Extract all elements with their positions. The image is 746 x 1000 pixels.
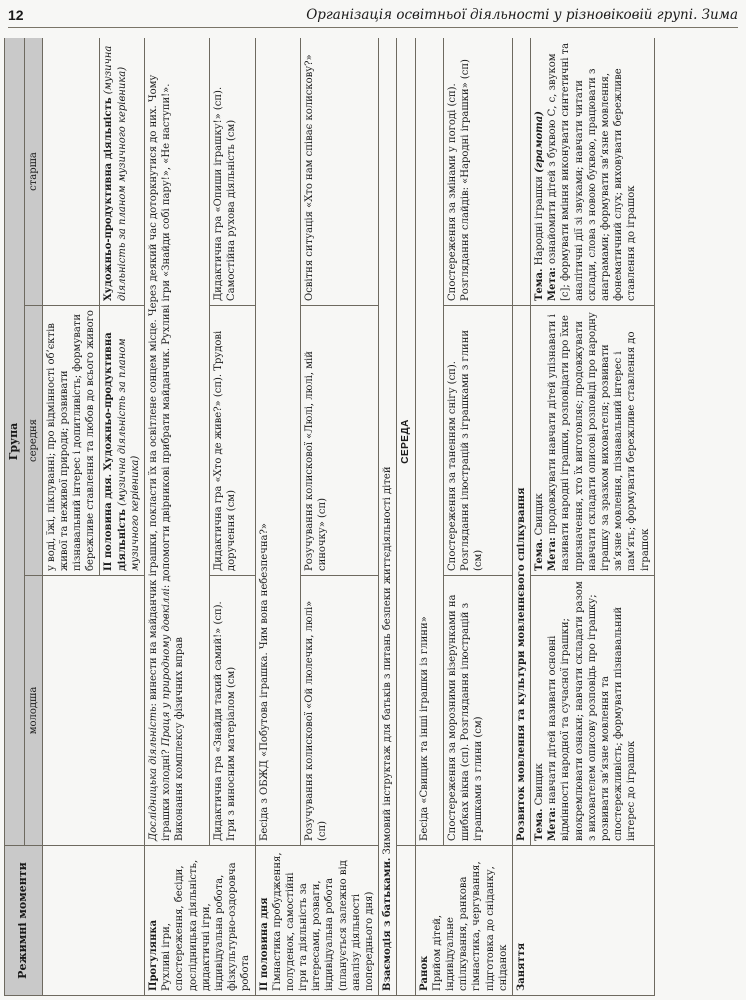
cell-morning-label [415, 846, 512, 996]
cell-middle-art [100, 306, 145, 576]
theme-text: Свищик [534, 493, 546, 539]
header-senior: старша [24, 38, 42, 306]
table-row-morning [415, 38, 443, 996]
walk-desc: Рухливі ігри, спостереження, бесіди, дослідницька діяльність, дидактичні ігри, індивідуальна робота, фізкультурно-оздоровча робота [161, 859, 252, 991]
cell-classes-middle [531, 306, 655, 576]
cell-empty [42, 38, 100, 306]
walk-label: Прогулянка [148, 919, 160, 991]
goal-label: Мета: [547, 807, 559, 841]
cell-parents [379, 38, 397, 996]
morning-desc: Прийом дітей, індивідуальне спілкування, ранкова гімнастика, чергування, підготовка до сніданку, сніданок [431, 861, 509, 991]
theme-text: Народні іграшки [534, 172, 546, 269]
cell-classes-label: Заняття [512, 846, 654, 996]
running-title: Організація освітньої діяльності у різновіковій групі. Зима [306, 7, 738, 23]
goal-label: Мета: [547, 537, 559, 571]
art-title: Художньо-продуктивна діяльність [103, 97, 115, 301]
walk-work-label: Праця у природному довкіллі [161, 588, 173, 747]
cell-classes-young [531, 576, 655, 846]
goal-text: ознайомити дітей з буквою С, с, звуком [с]; формувати вміння виконувати синтетичні та аналітичні дії зі звуками; навчати читати склади, слова з новою буквою, працювати з анаграмами; формувати зв’язне мовлення, фонематичний слух; виховувати бережливе ставлення до іграшок [547, 42, 638, 301]
cell-walk-shared [145, 38, 210, 846]
cell-morning-young: Спостереження за морозними візерунками на шибках вікна (сп). Розглядання ілюстрацій з іграшками з глини (см) [443, 576, 512, 846]
rotated-table-container [4, 38, 742, 996]
cell-afternoon-shared: Бесіда з ОБЖД «Побутова іграшка. Чим вона небезпечна?» [255, 38, 300, 846]
cell-walk-middle: Дидактична гра «Хто де живе?» (сп). Трудові доручення (см) [209, 306, 255, 576]
cell-afternoon-middle: Розучування колискової «Люлі, люлі, мій синочку» (сп) [300, 306, 378, 576]
goal-text: продовжувати навчати дітей упізнавати і називати народні іграшки, розповідати про їхне призначення, хто їх виготовляє; продовжувати навчати складати описові розповіді про народну іграшку за зразком вихователя; розвивати зв’язне мовлення, пізнавальний інтерес і пам’ять; формувати бережливе ставлення до іграшок [547, 312, 651, 571]
cell-classes-senior [531, 38, 655, 306]
cell-walk-label [145, 846, 256, 996]
table-row-afternoon [255, 38, 300, 996]
art-note: (музична діяльність за планом музичного керівника) [116, 338, 141, 571]
cell-empty [42, 576, 144, 846]
walk-work-text: : допомогти двірникові прибрати майданчик. Рухливі ігри «Знайди собі пару!», «Не наступи!». Виконання комплексу фізичних вправ [161, 83, 186, 841]
table-row-parents [379, 38, 397, 996]
morning-label: Ранок [418, 955, 430, 991]
art-note: (музична діяльність за планом музичного керівника) [103, 45, 128, 301]
day-heading: СЕРЕДА [397, 38, 415, 846]
table-row-day [397, 38, 415, 996]
cell-empty [397, 846, 415, 996]
walk-research-text: : винести на майданчик іграшки, покласти їх на освітлене сонцем місце. Через деякий час доторкнутися до них. Чому іграшки холодні? [148, 74, 173, 841]
goal-text: навчати дітей називати основні відмінності народної та сучасної іграшки; виокремлювати ознаки; навчати складати разом з вихователем описову розповідь про іграшку; розвивати зв’язне мовлення та спостережливість; формувати пізнавальний інтерес до іграшок [547, 581, 638, 841]
parents-text: Зимовий інструктаж для батьків з питань безпеки життєдіяльності дітей [382, 466, 394, 855]
cell-morning-senior: Спостереження за змінами у погоді (сп). Розглядання слайдів: «Народні іграшки» (сп) [443, 38, 512, 306]
page-header [8, 0, 738, 28]
cell-morning-shared: Бесіда «Свищик та інші іграшки із глини» [415, 38, 443, 846]
afternoon-desc: Гімнастика пробудження, полуденок, самостійні ігри та діяльність за інтересами, розваги, індивідуальна робота (планується залежно від аналізу діяльності попереднього дня) [271, 852, 376, 991]
cell-middle-continuation: у воді, їжі, піклуванні; про відмінності об’єктів живої та неживої природи; розвивати пізнавальний інтерес і допитливість; формувати бережливе ставлення та любов до всього живого [42, 306, 100, 576]
table-row-continuation [42, 38, 100, 996]
cell-afternoon-young: Розучування колискової «Ой люлечки, люлі» (сп) [300, 576, 378, 846]
cell-senior-art [100, 38, 145, 306]
theme-label: Тема. [534, 268, 546, 301]
table-row-classes [512, 38, 530, 996]
header-regime: Режимні моменти [5, 846, 43, 996]
goal-label: Мета: [547, 267, 559, 301]
parents-label: Взаємодія з батьками. [382, 857, 394, 991]
cell-classes-shared: Розвиток мовлення та культури мовленнєвого спілкування [512, 306, 530, 846]
art-title: II половина дня. Художньо-продуктивна діяльність [103, 332, 128, 571]
theme-label: Тема. [534, 808, 546, 841]
cell-empty [512, 38, 530, 306]
walk-research-label: Дослідницька діяльність [148, 706, 160, 841]
cell-afternoon-label [255, 846, 379, 996]
cell-walk-senior: Дидактична гра «Опиши іграшку!» (сп). Самостійна рухова діяльність (см) [209, 38, 255, 306]
cell-walk-young: Дидактична гра «Знайди такий самий!» (сп). Ігри з виносним матеріалом (см) [209, 576, 255, 846]
schedule-table [4, 38, 655, 996]
header-middle: середня [24, 306, 42, 576]
theme-label: Тема. [534, 538, 546, 571]
theme-note: (грамота) [534, 111, 546, 173]
cell-morning-middle: Спостереження за таненням снігу (сп). Розглядання ілюстрацій з іграшками з глини (см) [443, 306, 512, 576]
theme-text: Свищик [534, 763, 546, 809]
afternoon-label: II половина дня [258, 897, 270, 991]
header-row-1 [5, 38, 25, 996]
header-young: молодша [24, 576, 42, 846]
cell-empty [42, 846, 144, 996]
page-number: 12 [8, 7, 24, 23]
table-row-walk [145, 38, 210, 996]
cell-afternoon-senior: Освітня ситуація «Хто нам співає колискову?» [300, 38, 378, 306]
header-group: Група [5, 38, 25, 846]
rotated-page-frame [4, 38, 744, 998]
